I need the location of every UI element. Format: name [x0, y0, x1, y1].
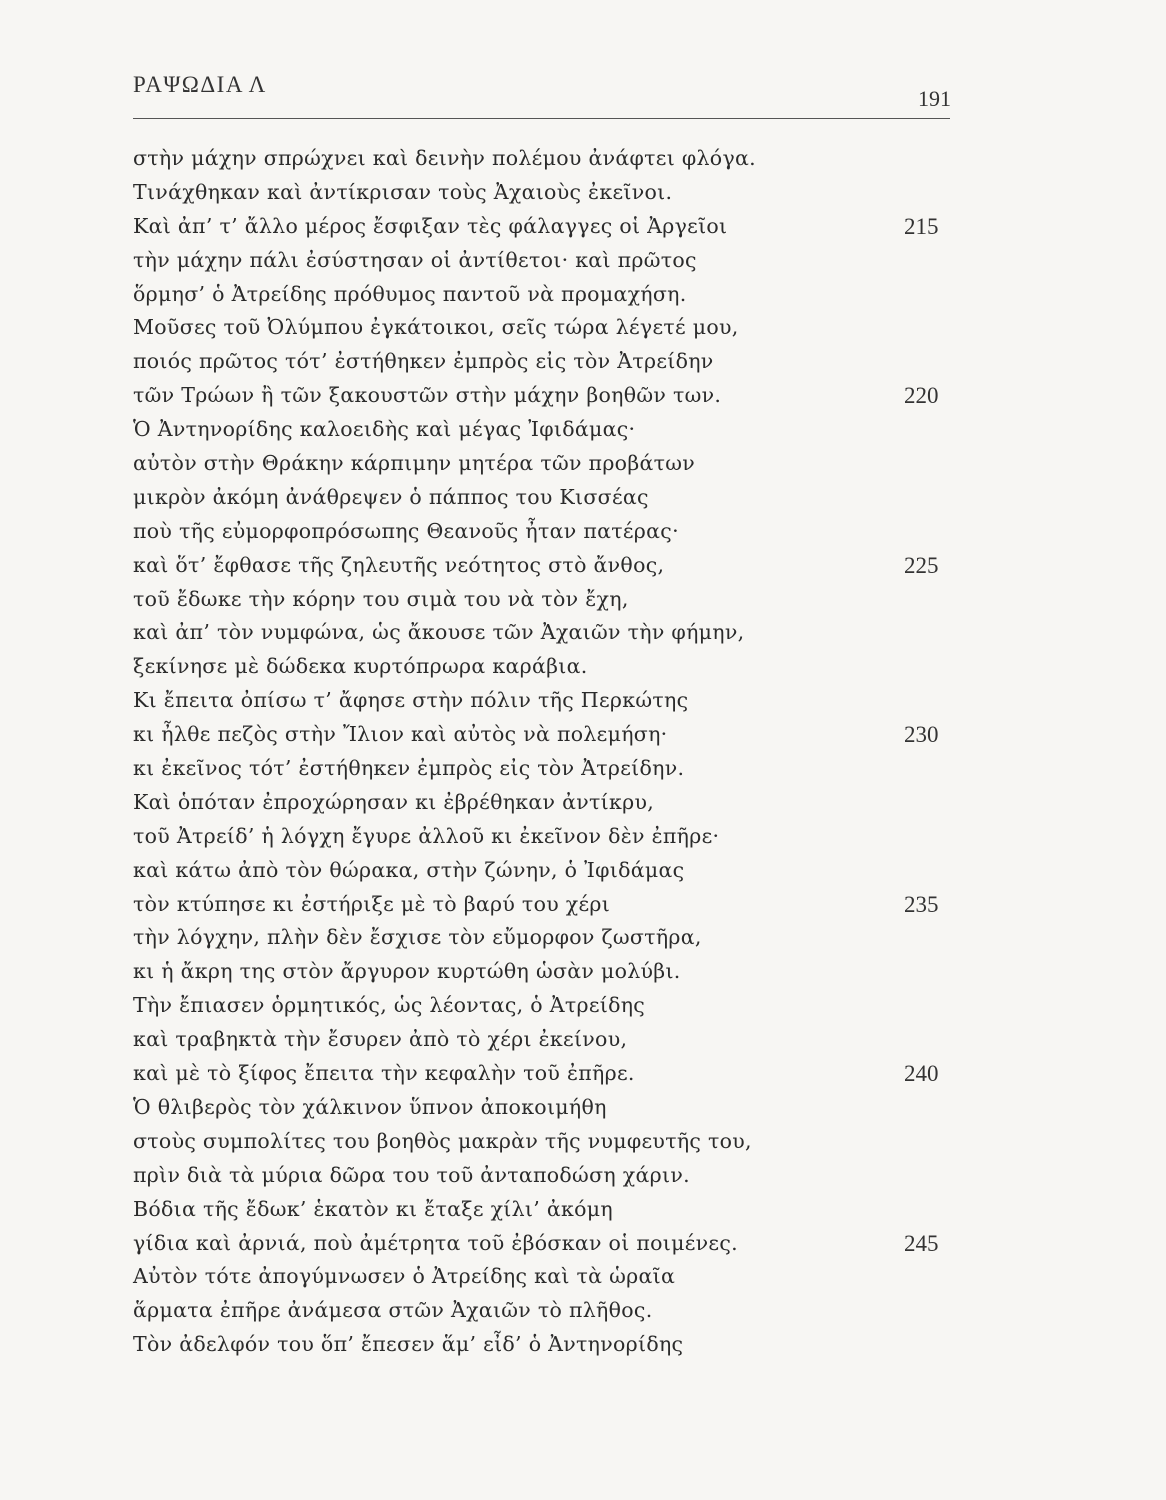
line-number: 245	[904, 1230, 939, 1256]
verse-line	[133, 311, 963, 345]
header-rule	[133, 118, 950, 119]
page-number: 191	[918, 86, 951, 111]
verse-line	[133, 481, 963, 515]
verse-line	[133, 278, 963, 312]
verse-text: τὸν κτύπησε κι ἐστήριξε μὲ τὸ βαρύ του χέρι	[133, 891, 611, 916]
verse-line	[133, 718, 963, 752]
verse-text: αὐτὸν στὴν Θράκην κάρπιμην μητέρα τῶν προβάτων	[133, 451, 696, 476]
verse-line	[133, 854, 963, 888]
verse-text: τὴν μάχην πάλι ἐσύστησαν οἱ ἀντίθετοι· καὶ πρῶτος	[133, 247, 697, 272]
verse-line	[133, 549, 963, 583]
verse-line	[133, 176, 963, 210]
verse-line	[133, 888, 963, 922]
verse-line	[133, 583, 963, 617]
line-number: 225	[904, 552, 939, 578]
verse-line	[133, 447, 963, 481]
verse-text: Καὶ ὁπόταν ἐπροχώρησαν κι ἐβρέθηκαν ἀντίκρυ,	[133, 789, 655, 814]
verse-line	[133, 684, 963, 718]
verse-text: Τὴν ἔπιασεν ὁρμητικός, ὡς λέοντας, ὁ Ἀτρείδης	[133, 993, 646, 1018]
verse-line	[133, 616, 963, 650]
verse-text: καὶ ὅτ’ ἔφθασε τῆς ζηλευτῆς νεότητος στὸ ἄνθος,	[133, 552, 665, 577]
line-number: 235	[904, 891, 939, 917]
verse-line	[133, 752, 963, 786]
verse-line	[133, 1227, 963, 1261]
verse-text: ποιός πρῶτος τότ’ ἐστήθηκεν ἐμπρὸς εἰς τὸν Ἀτρείδην	[133, 349, 714, 374]
verse-line	[133, 1193, 963, 1227]
verse-line	[133, 413, 963, 447]
verse-text: Τινάχθηκαν καὶ ἀντίκρισαν τοὺς Ἀχαιοὺς ἐκεῖνοι.	[133, 179, 673, 204]
verse-list	[133, 142, 963, 1362]
verse-text: μικρὸν ἀκόμη ἀνάθρεψεν ὁ πάππος του Κισσέας	[133, 484, 649, 509]
verse-text: κι ἐκεῖνος τότ’ ἐστήθηκεν ἐμπρὸς εἰς τὸν Ἀτρείδην.	[133, 756, 685, 781]
verse-line	[133, 1260, 963, 1294]
verse-text: στὴν μάχην σπρώχνει καὶ δεινὴν πολέμου ἀνάφτει φλόγα.	[133, 146, 756, 170]
verse-text: Μοῦσες τοῦ Ὀλύμπου ἐγκάτοικοι, σεῖς τώρα λέγετέ μου,	[133, 315, 739, 340]
verse-text: τοῦ ἔδωκε τὴν κόρην του σιμὰ του νὰ τὸν ἔχη,	[133, 586, 629, 611]
verse-text: καὶ μὲ τὸ ξίφος ἔπειτα τὴν κεφαλὴν τοῦ ἐπῆρε.	[133, 1061, 635, 1086]
verse-text: ἅρματα ἐπῆρε ἀνάμεσα στῶν Ἀχαιῶν τὸ πλῆθος.	[133, 1298, 653, 1323]
verse-text: Ὁ Ἀντηνορίδης καλοειδὴς καὶ μέγας Ἰφιδάμας·	[133, 417, 636, 442]
verse-text: τῶν Τρώων ἢ τῶν ξακουστῶν στὴν μάχην βοηθῶν των.	[133, 383, 722, 408]
verse-text: καὶ ἀπ’ τὸν νυμφώνα, ὡς ἄκουσε τῶν Ἀχαιῶν τὴν φήμην,	[133, 620, 745, 645]
verse-text: Ὁ θλιβερὸς τὸν χάλκινον ὕπνον ἀποκοιμήθη	[133, 1094, 607, 1119]
line-number: 230	[904, 722, 939, 748]
verse-line	[133, 786, 963, 820]
verse-line	[133, 921, 963, 955]
verse-line	[133, 379, 963, 413]
verse-text: τὴν λόγχην, πλὴν δὲν ἔσχισε τὸν εὔμορφον ζωστῆρα,	[133, 925, 702, 950]
verse-line	[133, 1023, 963, 1057]
verse-text: ποὺ τῆς εὐμορφοπρόσωπης Θεανοῦς ἦταν πατέρας·	[133, 518, 679, 543]
verse-text: Τὸν ἀδελφόν του ὅπ’ ἔπεσεν ἅμ’ εἶδ’ ὁ Ἀντηνορίδης	[133, 1332, 684, 1357]
verse-line	[133, 1057, 963, 1091]
verse-text: Καὶ ἀπ’ τ’ ἄλλο μέρος ἔσφιξαν τὲς φάλαγγες οἱ Ἀργεῖοι	[133, 213, 728, 238]
verse-text: καὶ τραβηκτὰ τὴν ἔσυρεν ἀπὸ τὸ χέρι ἐκείνου,	[133, 1027, 628, 1052]
verse-text: κι ἦλθε πεζὸς στὴν Ἴλιον καὶ αὐτὸς νὰ πολεμήση·	[133, 722, 668, 747]
verse-line	[133, 244, 963, 278]
verse-line	[133, 989, 963, 1023]
verse-text: κι ἡ ἄκρη της στὸν ἄργυρον κυρτώθη ὡσὰν μολύβι.	[133, 959, 681, 984]
verse-text: στοὺς συμπολίτες του βοηθὸς μακρὰν τῆς νυμφευτῆς του,	[133, 1128, 752, 1153]
verse-text: ὅρμησ’ ὁ Ἀτρείδης πρόθυμος παντοῦ νὰ προμαχήση.	[133, 281, 687, 306]
verse-text: τοῦ Ἀτρείδ’ ἡ λόγχη ἔγυρε ἀλλοῦ κι ἐκεῖνον δὲν ἐπῆρε·	[133, 823, 720, 848]
line-number: 240	[904, 1061, 939, 1087]
verse-text: Αὐτὸν τότε ἀπογύμνωσεν ὁ Ἀτρείδης καὶ τὰ ὡραῖα	[133, 1264, 676, 1289]
verse-line	[133, 1159, 963, 1193]
verse-line	[133, 1294, 963, 1328]
verse-text: ξεκίνησε μὲ δώδεκα κυρτόπρωρα καράβια.	[133, 654, 588, 679]
verse-line	[133, 650, 963, 684]
verse-text: Κι ἔπειτα ὀπίσω τ’ ἄφησε στὴν πόλιν τῆς Περκώτης	[133, 688, 689, 713]
verse-text: καὶ κάτω ἀπὸ τὸν θώρακα, στὴν ζώνην, ὁ Ἰφιδάμας	[133, 857, 685, 882]
verse-line	[133, 515, 963, 549]
verse-line	[133, 1328, 963, 1362]
verse-line	[133, 210, 963, 244]
verse-line	[133, 1091, 963, 1125]
verse-line	[133, 142, 963, 176]
line-number: 215	[904, 213, 939, 239]
running-head: ΡΑΨΩΔΙΑ Λ	[133, 72, 267, 97]
verse-line	[133, 820, 963, 854]
verse-line	[133, 1125, 963, 1159]
verse-text: πρὶν διὰ τὰ μύρια δῶρα του τοῦ ἀνταποδώση χάριν.	[133, 1162, 690, 1187]
verse-line	[133, 955, 963, 989]
verse-text: Βόδια τῆς ἔδωκ’ ἑκατὸν κι ἔταξε χίλι’ ἀκόμη	[133, 1196, 613, 1221]
verse-text: γίδια καὶ ἀρνιά, ποὺ ἀμέτρητα τοῦ ἐβόσκαν οἱ ποιμένες.	[133, 1230, 738, 1255]
verse-line	[133, 345, 963, 379]
line-number: 220	[904, 383, 939, 409]
